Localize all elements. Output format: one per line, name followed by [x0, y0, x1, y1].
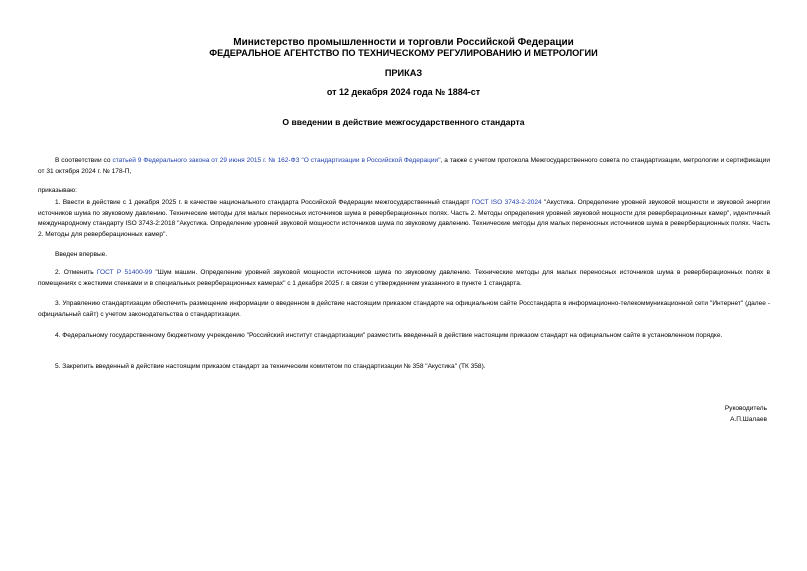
agency-name: ФЕДЕРАЛЬНОЕ АГЕНТСТВО ПО ТЕХНИЧЕСКОМУ РЕГУЛИРОВАНИЮ И МЕТРОЛОГИИ	[209, 48, 598, 58]
item-1	[38, 198, 770, 240]
order-date: от 12 декабря 2024 года № 1884-ст	[326, 87, 481, 97]
gost-r-link[interactable]: ГОСТ Р 51400-99	[96, 269, 153, 276]
item-2	[38, 268, 770, 289]
signature-name: А.П.Шалаев	[730, 416, 767, 423]
intro-paragraph	[38, 156, 770, 177]
gost-iso-link[interactable]: ГОСТ ISO 3743-2-2024	[471, 199, 542, 206]
item-5: 5. Закрепить введенный в действие настоящим приказом стандарт за техническим комитетом по стандартизации № 358 "Акустика" (ТК 358).	[55, 363, 486, 370]
item-2-suffix: "Шум машин. Определение уровней звуковой мощности источников шума по звуковому давлению. Технические методы для малых переносных источников шума в реверберационных полях в помещениях с жесткими стенками и в специальных реверберационных камерах" с 1 декабря 2025 г. в связи с утверждением указанного в пункте 1 стандарта.	[38, 269, 771, 287]
item-4: 4. Федеральному государственному бюджетному учреждению "Российский институт стандартизации" разместить введенный в действие настоящим приказом стандарт на официальном сайте в установленном порядке.	[55, 332, 723, 339]
item-1-prefix: 1. Ввести в действие с 1 декабря 2025 г. в качестве национального стандарта Российской Федерации межгосударственный стандарт	[55, 199, 472, 206]
law-link[interactable]: статьей 9 Федерального закона от 29 июня 2015 г. № 162-ФЗ "О стандартизации в Российской Федерации"	[112, 157, 441, 164]
intro-prefix: В соответствии со	[55, 157, 113, 164]
signature-role: Руководитель	[724, 405, 767, 412]
intro-suffix: , а также с учетом протокола Межгосударственного совета по стандартизации, метрологии и сертификации от 31 октября 2024 г. № 178-П,	[38, 157, 770, 175]
item-1-suffix: "Акустика. Определение уровней звуковой мощности и звуковой энергии источников шума по звуковому давлению. Технические методы для малых переносных источников шума в реверберационных полях. Часть 2. Методы определения уровней звуковой мощности для реверберационных камер", идентичный международному стандарту ISO 3743-2:2018 "Акустика. Определение уровней звуковой мощности источников шума по звуковому давлению. Технические методы для малых переносных источников шума в реверберационных полях. Часть 2. Методы для реверберационных камер".	[38, 199, 771, 238]
order-word: приказываю:	[38, 187, 77, 194]
item-3: 3. Управлению стандартизации обеспечить размещение информации о введенном в действие настоящим приказом стандарте на официальном сайте Росстандарта в информационно-телекоммуникационной сети "Интернет" (далее - официальный сайт) с учетом законодательства о стандартизации.	[38, 300, 770, 318]
ministry-name: Министерство промышленности и торговли Российской Федерации	[233, 37, 574, 48]
order-subject: О введении в действие межгосударственного стандарта	[282, 117, 525, 127]
item-2-prefix: 2. Отменить	[55, 269, 97, 276]
order-title: ПРИКАЗ	[384, 68, 423, 78]
introduced-first: Введен впервые.	[55, 251, 108, 258]
